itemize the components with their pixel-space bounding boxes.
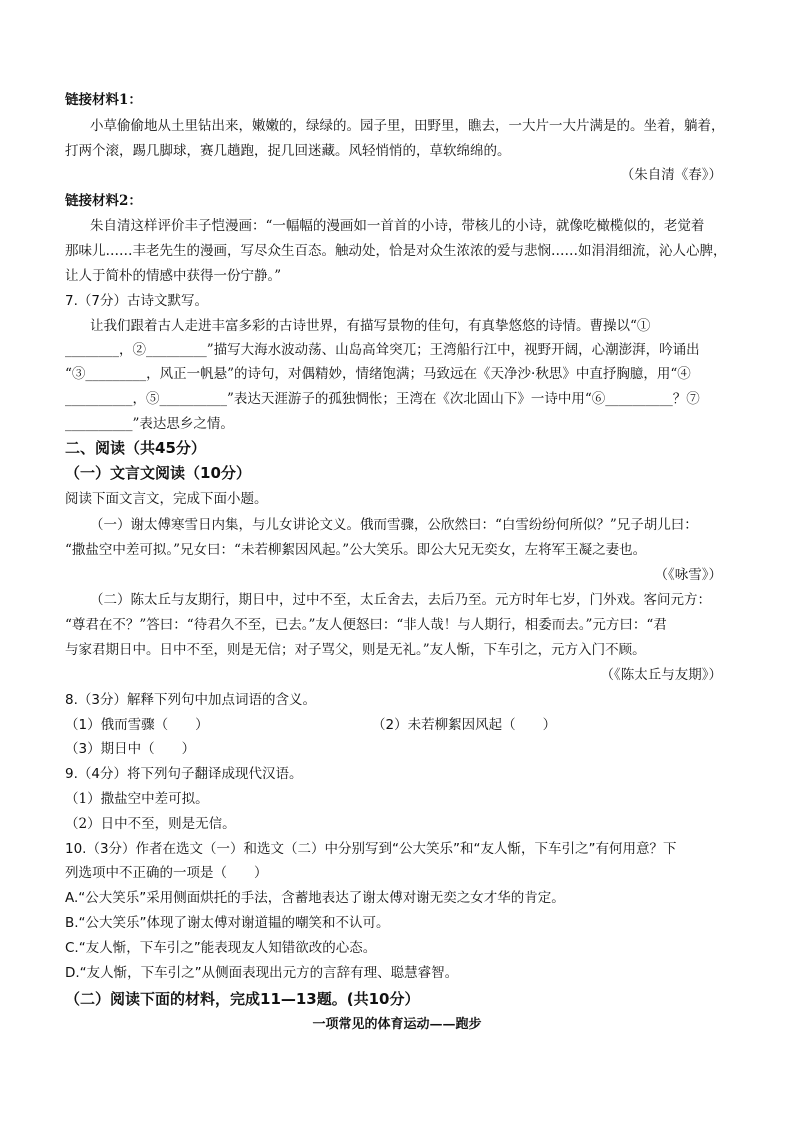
q8-item3: （3）期日中（ ） — [65, 741, 196, 757]
q7-title: 7.（7分）古诗文默写。 — [65, 293, 208, 309]
q9-item1: （1）撒盐空中差可拟。 — [65, 791, 209, 807]
q7-line: ________，②_________”描写大海水波动荡、山岛高耸突兀；王湾船行江中，视野开阔，心潮澎湃，吟诵出 — [65, 342, 700, 358]
q7-line: __________，⑤__________”表达天涯游子的孤独惆怅；王湾在《次北固山下》一诗中用“⑥__________？⑦ — [65, 391, 700, 407]
q7-line: 让我们跟着古人走进丰富多彩的古诗世界，有描写景物的佳句，有真挚悠悠的诗情。曹操以“① — [90, 318, 651, 334]
classical-text1-line: （一）谢太傅寒雪日内集，与儿女讲论文义。俄而雪骤，公欣然曰：“白雪纷纷何所似？”兄子胡儿曰： — [90, 517, 698, 533]
link2-line: 让人于简朴的情感中获得一份宁静。” — [65, 268, 282, 284]
part2-title: （二）阅读下面的材料，完成11—13题。(共10分） — [65, 990, 420, 1008]
link2-title: 链接材料2： — [65, 193, 142, 209]
part1-title: （一）文言文阅读（10分） — [65, 464, 251, 482]
q10-title-cont: 列选项中不正确的一项是（ ） — [65, 865, 268, 881]
q10-option-c: C.“友人惭，下车引之”能表现友人知错欲改的心态。 — [65, 940, 377, 956]
link2-line: 朱自清这样评价丰子恺漫画：“一幅幅的漫画如一首首的小诗，带核儿的小诗，就像吃橄榄似的，老觉着 — [90, 218, 705, 234]
q7-line: __________”表达思乡之情。 — [65, 416, 234, 432]
q10-option-b: B.“公大笑乐”体现了谢太傅对谢道韫的嘲笑和不认可。 — [65, 915, 390, 931]
q8-item2: （2）未若柳絮因风起（ ） — [372, 717, 557, 733]
link1-source: （朱自清《春》） — [620, 167, 722, 183]
section2-title: 二、阅读（共45分） — [65, 439, 206, 457]
q8-item1: （1）俄而雪骤（ ） — [65, 717, 209, 733]
classical-text2-line: 与家君期日中。日中不至，则是无信；对子骂父，则是无礼。”友人惭，下车引之，元方入门不顾。 — [65, 642, 646, 658]
q10-option-a: A.“公大笑乐”采用侧面烘托的手法，含蓄地表达了谢太傅对谢无奕之女才华的肯定。 — [65, 890, 565, 906]
link1-title: 链接材料1： — [65, 92, 142, 108]
classical-text2-line: （二）陈太丘与友期行，期日中，过中不至，太丘舍去，去后乃至。元方时年七岁，门外戏。客问元方： — [90, 592, 711, 608]
link1-line: 打两个滚，踢几脚球，赛几趟跑，捉几回迷藏。风轻悄悄的，草软绵绵的。 — [65, 143, 511, 159]
classical-text1-line: “撒盐空中差可拟。”兄女曰：“未若柳絮因风起。”公大笑乐。即公大兄无奕女，左将军王凝之妻也。 — [65, 542, 647, 558]
link1-line: 小草偷偷地从土里钻出来，嫩嫩的，绿绿的。园子里，田野里，瞧去，一大片一大片满是的。坐着，躺着， — [90, 118, 725, 134]
classical-source2: （《陈太丘与友期》） — [600, 667, 722, 683]
q10-option-d: D.“友人惭，下车引之”从侧面表现出元方的言辞有理、聪慧睿智。 — [65, 965, 459, 981]
q9-item2: （2）日中不至，则是无信。 — [65, 816, 236, 832]
reading-instruction: 阅读下面文言文，完成下面小题。 — [65, 491, 268, 507]
q8-title: 8.（3分）解释下列句中加点词语的含义。 — [65, 692, 316, 708]
q9-title: 9.（4分）将下列句子翻译成现代汉语。 — [65, 766, 303, 782]
classical-source1: （《咏雪》） — [654, 567, 722, 583]
link2-line: 那味儿……丰老先生的漫画，写尽众生百态。触动处，恰是对众生浓浓的爱与悲悯……如涓涓细流，沁人心脾， — [65, 243, 727, 259]
q10-title: 10.（3分）作者在选文（一）和选文（二）中分别写到“公大笑乐”和“友人惭，下车引之”有何用意？下 — [65, 841, 677, 857]
classical-text2-line: “尊君在不？”答曰：“待君久不至，已去。”友人便怒曰：“非人哉！与人期行，相委而去。”元方曰：“君 — [65, 617, 667, 633]
article-title: 一项常见的体育运动——跑步 — [312, 1017, 482, 1032]
q7-line: “③_________，风正一帆悬”的诗句，对偶精妙，情绪饱满；马致远在《天净沙·秋思》中直抒胸臆，用“④ — [65, 366, 691, 382]
